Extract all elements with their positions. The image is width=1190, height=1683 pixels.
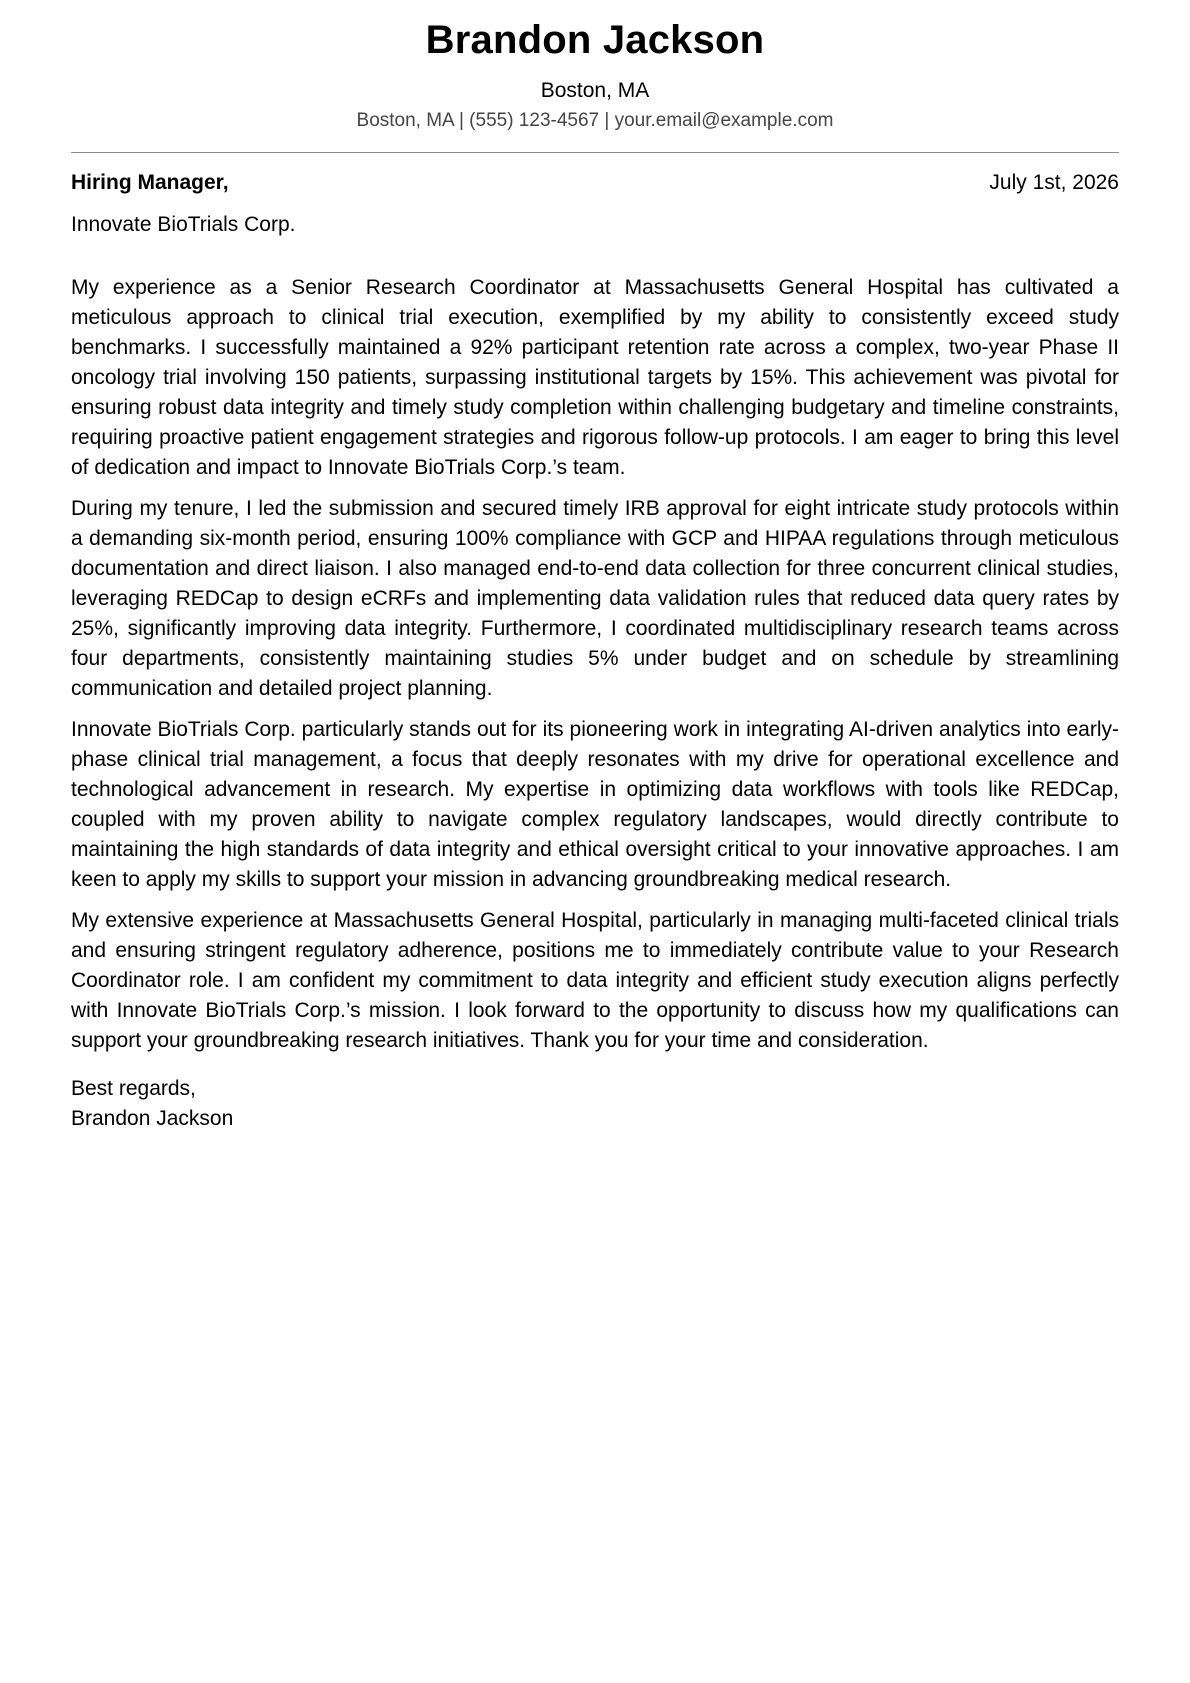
recipient-company: Innovate BioTrials Corp. [71,213,296,236]
closing-phrase: Best regards, [71,1077,196,1100]
body-paragraph: During my tenure, I led the submission and secured timely IRB approval for eight intricate study protocols within a demanding six-month period, ensuring 100% compliance with GCP and HIPAA regulations through meticulous documentation and direct liaison. I also managed end-to-end data collection for three concurrent clinical studies, leveraging REDCap to design eCRFs and implementing data validation rules that reduced data query rates by 25%, significantly improving data integrity. Furthermore, I coordinated multidisciplinary research teams across four departments, consistently maintaining studies 5% under budget and on schedule by streamlining communication and detailed project planning. [71,497,1119,700]
recipient-salutation: Hiring Manager, [71,171,229,194]
header-divider [71,152,1119,153]
sender-contact-line: Boston, MA | (555) 123-4567 | your.email@example.com [356,110,834,131]
recipient-date-row [71,168,1119,198]
letter-closing [71,1074,1119,1134]
body-paragraph: My extensive experience at Massachusetts General Hospital, particularly in managing multi-faceted clinical trials and ensuring stringent regulatory adherence, positions me to immediately contribute value to your Research Coordinator role. I am confident my commitment to data integrity and efficient study execution aligns perfectly with Innovate BioTrials Corp.’s mission. I look forward to the opportunity to discuss how my qualifications can support your groundbreaking research initiatives. Thank you for your time and consideration. [71,909,1119,1052]
body-paragraph: Innovate BioTrials Corp. particularly stands out for its pioneering work in integrating AI-driven analytics into early-phase clinical trial management, a focus that deeply resonates with my drive for operational excellence and technological advancement in research. My expertise in optimizing data workflows with tools like REDCap, coupled with my proven ability to navigate complex regulatory landscapes, would directly contribute to maintaining the high standards of data integrity and ethical oversight critical to your innovative approaches. I am keen to apply my skills to support your mission in advancing groundbreaking medical research. [71,718,1119,891]
letter-date: July 1st, 2026 [989,171,1119,194]
signature-name: Brandon Jackson [71,1107,234,1130]
body-paragraph: My experience as a Senior Research Coordinator at Massachusetts General Hospital has cultivated a meticulous approach to clinical trial execution, exemplified by my ability to consistently exceed study benchmarks. I successfully maintained a 92% participant retention rate across a complex, two-year Phase II oncology trial involving 150 patients, surpassing institutional targets by 15%. This achievement was pivotal for ensuring robust data integrity and timely study completion within challenging budgetary and timeline constraints, requiring proactive patient engagement strategies and rigorous follow-up protocols. I am eager to bring this level of dedication and impact to Innovate BioTrials Corp.’s team. [71,276,1119,479]
letter-header [71,0,1119,133]
cover-letter-page [71,0,1119,1134]
letter-body [71,273,1119,1056]
sender-location: Boston, MA [540,79,650,102]
sender-name: Brandon Jackson [425,18,765,62]
